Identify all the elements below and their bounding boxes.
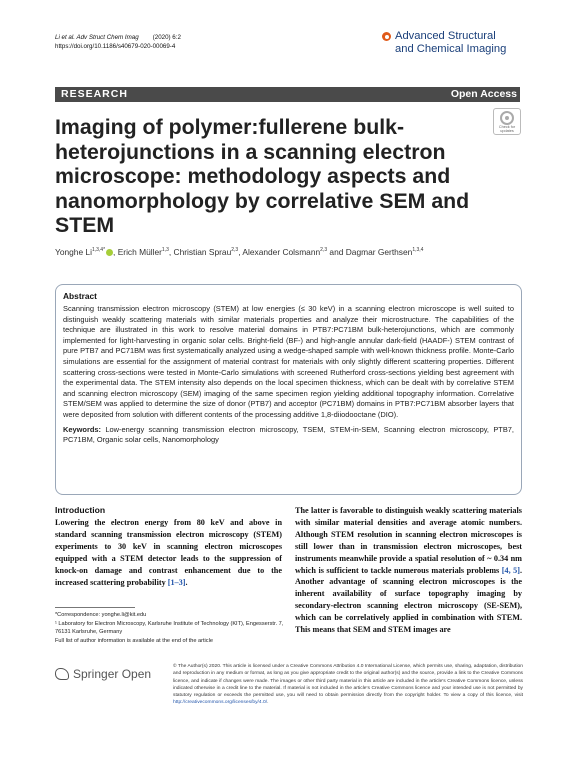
author-name[interactable]: Yonghe Li [55, 247, 92, 257]
abstract-text: Scanning transmission electron microscopy (STEM) at low energies (≤ 30 keV) in a scanning electron microscope is well suited to distinguish weakly scattering materials with similar materials properties and analyze their microstructure. The capabilities of the technique are illustrated in this work to resolve material domains in PTB7:PC71BM bulk-heterojunctions, which are commonly implemented for light-harvesting in organic solar cells. Bright-field (BF-) and high-angle annular dark-field (HAADF-) STEM contrast of pure PTB7 and PC71BM was first systematically analyzed using a wedge-shaped sample with well-known thickness profile. Monte-Carlo simulations are essential for the assignment of material contrast for materials with only slightly different scattering properties. Different scattering cross-sections were tested in Monte-Carlo simulations with screened Rutherford cross-sections yielding best agreement with the experimental data. The STEM intensity also depends on the local specimen thickness, which can be dealt with by correlative STEM and scanning electron microscopy (SEM) imaging of the same specimen region yielding additional topography information. Correlative STEM/SEM was applied to determine the size of donor (PTB7) and acceptor (PC71BM) domains in PTB7:PC71BM absorber layers that were deposited from solution with different contents of the processing additive 1,8-diiodooctane (DIO). [63, 304, 514, 419]
full-list-note: Full list of author information is available at the end of the article [55, 637, 213, 644]
license-text [173, 663, 523, 707]
author-name[interactable]: Alexander Colsmann [242, 247, 321, 257]
section-heading-introduction: Introduction [55, 505, 106, 515]
license-link[interactable]: http://creativecommons.org/licenses/by/4.0/ [173, 700, 268, 706]
keywords-label: Keywords: [63, 424, 102, 434]
footnote-divider [55, 607, 135, 608]
update-icon [500, 111, 514, 125]
author-name[interactable]: Dagmar Gerthsen [345, 247, 413, 257]
running-header [55, 33, 181, 51]
article-type-label: RESEARCH [61, 88, 128, 100]
citation-link[interactable]: [1–3] [167, 577, 186, 587]
citation-link[interactable]: [4, 5] [501, 565, 520, 575]
publisher-logo [55, 667, 151, 681]
author-list [55, 247, 525, 257]
intro-paragraph-cont2: . Another advantage of scanning electron microscopes is the inherent availability of surface topography imaging by secondary-electron scanning electron microscopy (SE-SEM), which can be correlatively applied in combination with STEM. This means that SEM and STEM images are [295, 565, 522, 635]
author-separator: and [327, 247, 346, 257]
author-name[interactable]: Erich Müller [117, 247, 162, 257]
journal-brand [382, 30, 552, 56]
keywords-text: Low-energy scanning transmission electron microscopy, TSEM, STEM-in-SEM, Scanning electron microscopy, PTB7, PC71BM, Organic solar cells, Nanomorphology [63, 424, 514, 445]
author-separator: , [168, 247, 174, 257]
springer-horse-icon [55, 668, 69, 680]
author-affiliation: 1,3,4* [91, 247, 106, 254]
license-body: © The Author(s) 2020. This article is licensed under a Creative Commons Attribution 4.0 International License, which permits use, sharing, adaptation, distribution and reproduction in any medium or format, as long as you give appropriate credit to the original author(s) and the source, provide a link to the Creative Commons licence, and indicate if changes were made. The images or other third party material in this article are included in the article's Creative Commons licence, unless indicated otherwise in a credit line to the material. If material is not included in the article's Creative Commons licence and your intended use is not permitted by statutory regulation or exceeds the permitted use, you will need to obtain permission directly from the copyright holder. To view a copy of this licence, visit [173, 664, 523, 699]
body-column-right [295, 505, 522, 636]
author-name[interactable]: Christian Sprau [173, 247, 232, 257]
journal-logo-icon [382, 32, 391, 41]
orcid-icon[interactable] [106, 249, 113, 256]
affiliation-1: ¹ Laboratory for Electron Microscopy, Karlsruhe Institute of Technology (KIT), Engesserstr. 7, 76131 Karlsruhe, Germany [55, 620, 284, 636]
publisher-name: Springer Open [73, 667, 152, 681]
keywords [63, 425, 514, 446]
author-affiliation: 1,3,4 [412, 247, 424, 254]
abstract-heading: Abstract [63, 291, 97, 301]
body-column-left: Lowering the electron energy from 80 keV and above in standard scanning transmission electron microscopy (STEM) experiments to 30 keV in scanning electron microscopes equipped with a STEM detector leads to the suppression of knock-on damage and contrast enhancement due to the increased scattering probability [1–3]. [55, 518, 282, 587]
author-separator: , [238, 247, 243, 257]
journal-citation: Li et al. Adv Struct Chem Imag [55, 34, 139, 41]
badge-line2: updates [500, 129, 514, 133]
open-access-label: Open Access [450, 88, 517, 100]
intro-paragraph-cont: The latter is favorable to distinguish weakly scattering materials with similar material densities and average atomic numbers. Although STEM resolution in scanning electron microscopes is still lower than in transmission electron microscopes, best instruments meanwhile provide a spatial resolution of ~ 0.34 nm which is sufficient to tackle numerous materials problems [295, 506, 522, 575]
badge-line1: Check for [498, 125, 516, 129]
check-for-updates-badge[interactable] [493, 108, 521, 135]
abstract-box [55, 284, 522, 495]
journal-name-line2: and Chemical Imaging [395, 43, 507, 55]
journal-name-line1: Advanced Structural [395, 30, 496, 42]
author-affiliation: 2,3 [320, 247, 328, 254]
article-title: Imaging of polymer:fullerene bulk-heterojunctions in a scanning electron microscope: methodology aspects and nanomorphology by correlative SEM and STEM [55, 115, 470, 237]
year-volume: (2020) 6:2 [152, 34, 181, 41]
correspondence-email[interactable]: *Correspondence: yonghe.li@kit.edu [55, 612, 147, 618]
intro-paragraph: Lowering the electron energy from 80 keV and above in standard scanning transmission electron microscopy (STEM) experiments to 30 keV in scanning electron microscopes equipped with a STEM detector leads to the suppression of knock-on damage and contrast enhancement due to the increased scattering probability [55, 518, 282, 587]
author-separator: , [113, 247, 118, 257]
doi-link[interactable]: https://doi.org/10.1186/s40679-020-00069-4 [55, 43, 176, 50]
author-affiliation: 1,3 [161, 247, 169, 254]
article-type-bar [55, 87, 520, 102]
author-affiliation: 2,3 [231, 247, 239, 254]
license-end: . [267, 700, 269, 706]
footnotes [55, 611, 285, 645]
